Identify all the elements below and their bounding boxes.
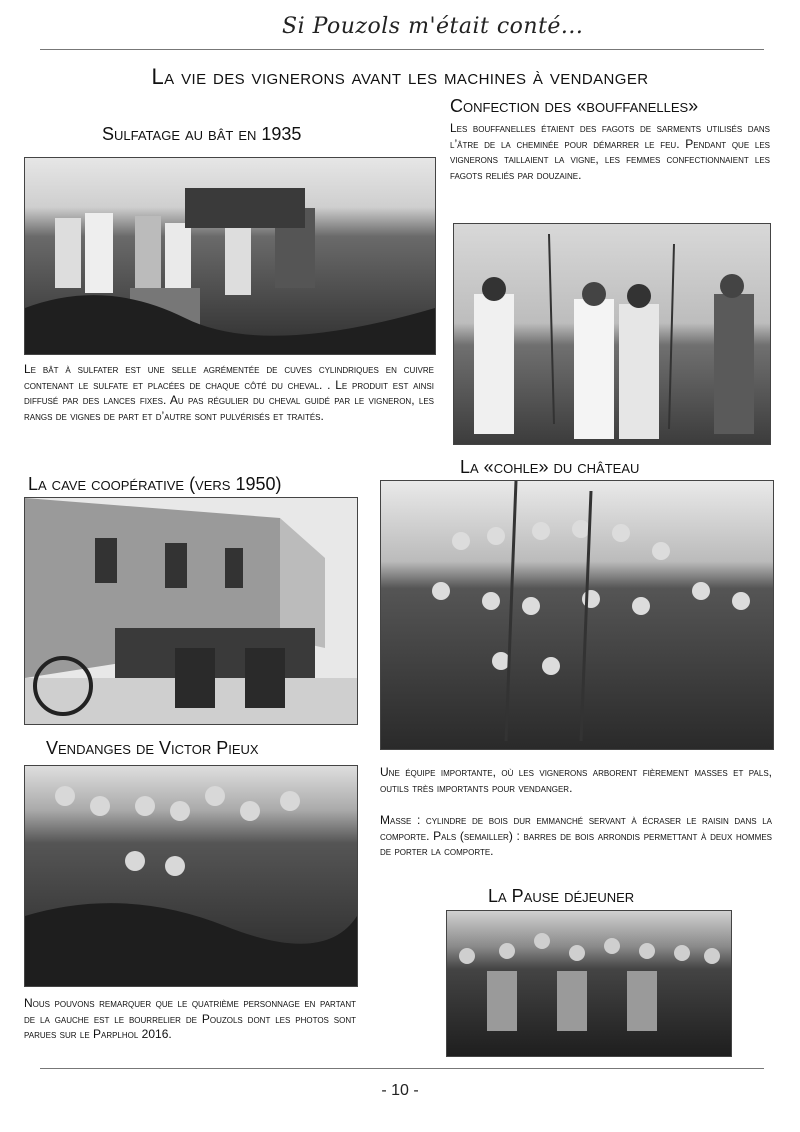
running-header-title: Si Pouzols m'était conté... [282, 14, 584, 39]
caption-victor: Nous pouvons remarquer que le quatrième personnage en partant de la gauche est le bourrelier de Pouzols dont les photos sont parues sur le Parplhol 2016. [24, 996, 356, 1041]
photo-sulfatage [24, 157, 436, 355]
caption-cohle-2: Masse : cylindre de bois dur emmanché servant à écraser le raisin dans la comporte. Pals (semailler) : barres de bois arrondis permettant à deux hommes de porter la comporte. [380, 813, 772, 858]
page-title: La vie des vignerons avant les machines à vendanger [151, 64, 649, 89]
section-title-victor: Vendanges de Victor Pieux [46, 738, 259, 758]
section-title-pause: La Pause déjeuner [488, 886, 635, 906]
page-number: - 10 - [381, 1082, 419, 1099]
header-divider [40, 49, 764, 50]
photo-cave [24, 497, 358, 725]
caption-sulfatage: Le bât à sulfater est une selle agrémentée de cuves cylindriques en cuivre contenant le sulfate et placées de chaque côté du cheval. . Le produit est ainsi diffusé par des lances fixes. Au pas régulier du cheval guidé par le vigneron, les rangs de vignes de part et d’autre sont pulvérisés et traités. [24, 362, 434, 423]
footer-divider [40, 1068, 764, 1069]
photo-pause [446, 910, 732, 1057]
caption-cohle-1: Une équipe importante, où les vignerons arborent fièrement masses et pals, outils très importants pour vendanger. [380, 765, 772, 795]
photo-cohle [380, 480, 774, 750]
section-title-cave: La cave coopérative (vers 1950) [28, 474, 282, 494]
section-title-cohle: La «cohle» du château [460, 457, 640, 477]
section-title-sulfatage: Sulfatage au bât en 1935 [102, 124, 302, 144]
section-title-bouffanelles: Confection des «bouffanelles» [450, 96, 699, 116]
text-bouffanelles: Les bouffanelles étaient des fagots de sarments utilisés dans l’âtre de la cheminée pour démarrer le feu. Pendant que les vignerons taillaient la vigne, les femmes confectionnaient les fagots reliés par douzaine. [450, 121, 770, 182]
photo-bouffanelles [453, 223, 771, 445]
photo-victor [24, 765, 358, 987]
